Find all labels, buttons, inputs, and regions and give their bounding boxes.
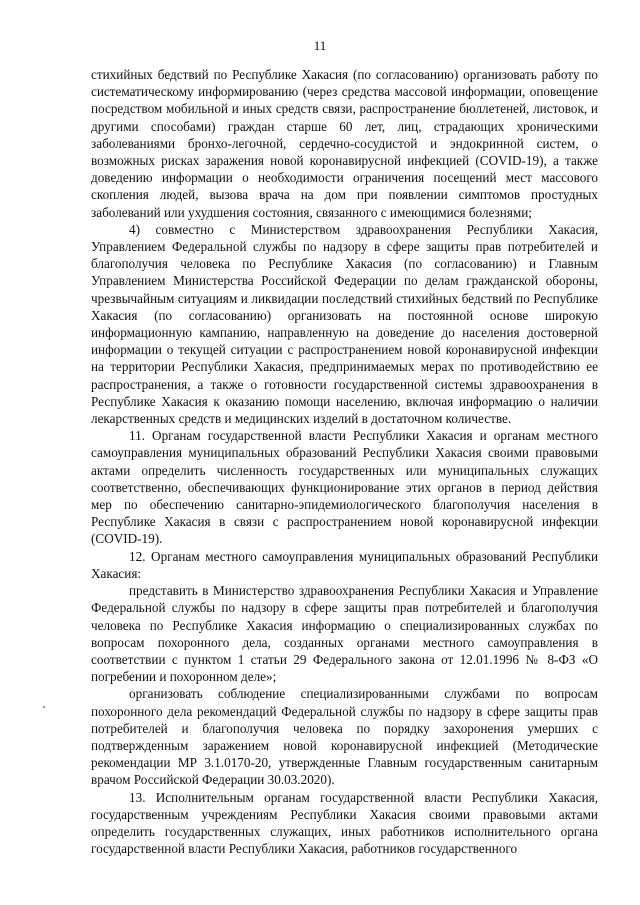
paragraph-item-4: 4) совместно с Министерством здравоохранения Республики Хакасия, Управлением Федеральной службы по надзору в сфере защиты прав потребителей и благополучия человека по Республике Хакасия (по согласованию) и Главным Управлением Министерства Российской Федерации по делам гражданской обороны, чрезвычайным ситуациям и ликвидации последствий стихийных бедствий по Республике Хакасия (по согласованию) организовать на постоянной основе широкую информационную кампанию, направленную на доведение до населения достоверной информации о текущей ситуации с распространением новой коронавирусной инфекции на территории Республики Хакасия, предпринимаемых мерах по противодействию ее распространения, а также о готовности государственной системы здравоохранения в Республике Хакасия к оказанию помощи населению, включая информацию о наличии лекарственных средств и медицинских изделий в достаточном количестве. — [91, 221, 598, 427]
document-body — [91, 66, 598, 857]
scan-speck — [43, 706, 45, 708]
paragraph-clause-12: 12. Органам местного самоуправления муниципальных образований Республики Хакасия: — [91, 548, 598, 581]
paragraph-clause-12-submit: представить в Министерство здравоохранения Республики Хакасия и Управление Федеральной службы по надзору в сфере защиты прав потребителей и благополучия человека по Республике Хакасия информацию о специализированных службах по вопросам похоронного дела, созданных органами местного самоуправления в соответствии с пунктом 1 статьи 29 Федерального закона от 12.01.1996 № 8-ФЗ «О погребении и похоронном деле»; — [91, 583, 598, 685]
paragraph-clause-12-organize: организовать соблюдение специализированными службами по вопросам похоронного дела рекомендаций Федеральной службы по надзору в сфере защиты прав потребителей и благополучия человека по порядку захоронения умерших с подтвержденным заражением новой коронавирусной инфекцией (Методические рекомендации МР 3.1.0170-20, утвержденные Главным государственным санитарным врачом Российской Федерации 30.03.2020). — [91, 686, 598, 788]
paragraph-clause-11: 11. Органам государственной власти Республики Хакасия и органам местного самоуправления муниципальных образований Республики Хакасия своими правовыми актами определить численность государственных или муниципальных служащих соответственно, обеспечивающих функционирование этих органов в период действия мер по обеспечению санитарно-эпидемиологического благополучия населения в Республике Хакасия в связи с распространением новой коронавирусной инфекции (COVID-19). — [91, 428, 598, 547]
page-number: 11 — [313, 38, 327, 53]
paragraph-clause-13: 13. Исполнительным органам государственной власти Республики Хакасия, государственным учреждениям Республики Хакасия своими правовыми актами определить государственных служащих, иных работников исполнительного органа государственной власти Республики Хакасия, работников государственного — [91, 789, 598, 857]
paragraph-continuation: стихийных бедствий по Республике Хакасия (по согласованию) организовать работу по систематическому информированию (через средства массовой информации, оповещение посредством мобильной и иных средств связи, распространение бюллетеней, листовок, и другими способами) граждан старше 60 лет, лиц, страдающих хроническими заболеваниями бронхо-легочной, сердечно-сосудистой и эндокринной систем, о возможных рисках заражения новой коронавирусной инфекцией (COVID-19), а также доведению информации о необходимости ограничения посещений мест массового скопления людей, вызова врача на дом при появлении симптомов простудных заболеваний или ухудшения состояния, связанного с имеющимися болезнями; — [91, 67, 598, 220]
